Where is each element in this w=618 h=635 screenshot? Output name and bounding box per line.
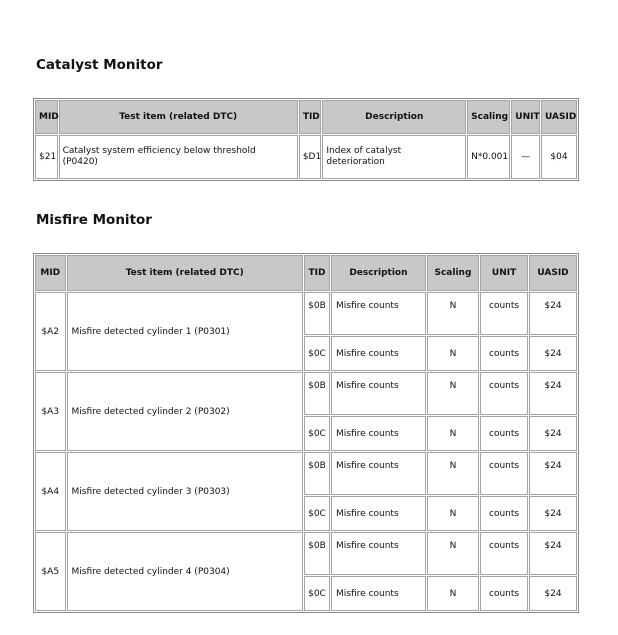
column-header-uasid: UASID xyxy=(529,255,577,291)
cell-tid: $0B xyxy=(304,292,330,335)
column-header-test-item: Test item (related DTC) xyxy=(67,255,303,291)
cell-mid: $21 xyxy=(35,135,58,179)
cell-scaling: N xyxy=(427,576,479,611)
column-header-tid: TID xyxy=(299,100,322,134)
cell-tid: $0B xyxy=(304,372,330,415)
cell-mid: $A4 xyxy=(35,452,66,531)
column-header-scaling: Scaling xyxy=(467,100,510,134)
cell-tid: $D1 xyxy=(299,135,322,179)
cell-description: Misfire counts xyxy=(331,532,426,575)
cell-description: Misfire counts xyxy=(331,576,426,611)
column-header-mid: MID xyxy=(35,100,58,134)
misfire-monitor-table xyxy=(33,253,579,613)
cell-uasid: $24 xyxy=(529,452,577,495)
column-header-uasid: UASID xyxy=(541,100,577,134)
cell-unit: counts xyxy=(480,576,528,611)
cell-test-item: Misfire detected cylinder 3 (P0303) xyxy=(67,452,303,531)
cell-scaling: N xyxy=(427,336,479,371)
table-row xyxy=(35,372,577,415)
cell-unit: counts xyxy=(480,336,528,371)
cell-unit: counts xyxy=(480,452,528,495)
cell-description: Index of catalyst deterioration xyxy=(322,135,466,179)
cell-tid: $0B xyxy=(304,452,330,495)
catalyst-monitor-title: Catalyst Monitor xyxy=(36,57,163,73)
cell-uasid: $24 xyxy=(529,496,577,531)
cell-tid: $0C xyxy=(304,576,330,611)
misfire-monitor-title: Misfire Monitor xyxy=(36,212,152,228)
cell-uasid: $04 xyxy=(541,135,577,179)
cell-description: Misfire counts xyxy=(331,416,426,451)
cell-scaling: N xyxy=(427,292,479,335)
column-header-unit: UNIT xyxy=(480,255,528,291)
column-header-scaling: Scaling xyxy=(427,255,479,291)
cell-tid: $0C xyxy=(304,496,330,531)
cell-uasid: $24 xyxy=(529,292,577,335)
cell-description: Misfire counts xyxy=(331,336,426,371)
cell-test-item: Misfire detected cylinder 2 (P0302) xyxy=(67,372,303,451)
cell-scaling: N xyxy=(427,452,479,495)
cell-uasid: $24 xyxy=(529,372,577,415)
cell-description: Misfire counts xyxy=(331,452,426,495)
column-header-mid: MID xyxy=(35,255,66,291)
cell-tid: $0C xyxy=(304,336,330,371)
cell-scaling: N xyxy=(427,532,479,575)
cell-test-item: Catalyst system efficiency below threshold (P0420) xyxy=(59,135,298,179)
cell-tid: $0C xyxy=(304,416,330,451)
column-header-tid: TID xyxy=(304,255,330,291)
cell-uasid: $24 xyxy=(529,336,577,371)
cell-unit: counts xyxy=(480,292,528,335)
table-row xyxy=(35,135,577,179)
cell-mid: $A3 xyxy=(35,372,66,451)
cell-unit: — xyxy=(511,135,540,179)
cell-uasid: $24 xyxy=(529,416,577,451)
cell-description: Misfire counts xyxy=(331,372,426,415)
cell-uasid: $24 xyxy=(529,576,577,611)
column-header-description: Description xyxy=(322,100,466,134)
cell-unit: counts xyxy=(480,372,528,415)
cell-tid: $0B xyxy=(304,532,330,575)
table-row xyxy=(35,532,577,575)
cell-test-item: Misfire detected cylinder 1 (P0301) xyxy=(67,292,303,371)
cell-description: Misfire counts xyxy=(331,496,426,531)
table-row xyxy=(35,452,577,495)
cell-mid: $A5 xyxy=(35,532,66,611)
table-row xyxy=(35,292,577,335)
cell-test-item: Misfire detected cylinder 4 (P0304) xyxy=(67,532,303,611)
column-header-unit: UNIT xyxy=(511,100,540,134)
cell-description: Misfire counts xyxy=(331,292,426,335)
cell-unit: counts xyxy=(480,416,528,451)
table-header-row xyxy=(35,100,577,134)
column-header-test-item: Test item (related DTC) xyxy=(59,100,298,134)
catalyst-monitor-table xyxy=(33,98,579,181)
column-header-description: Description xyxy=(331,255,426,291)
cell-scaling: N xyxy=(427,416,479,451)
cell-unit: counts xyxy=(480,496,528,531)
cell-mid: $A2 xyxy=(35,292,66,371)
cell-uasid: $24 xyxy=(529,532,577,575)
table-header-row xyxy=(35,255,577,291)
cell-unit: counts xyxy=(480,532,528,575)
cell-scaling: N xyxy=(427,372,479,415)
cell-scaling: N*0.001 xyxy=(467,135,510,179)
cell-scaling: N xyxy=(427,496,479,531)
